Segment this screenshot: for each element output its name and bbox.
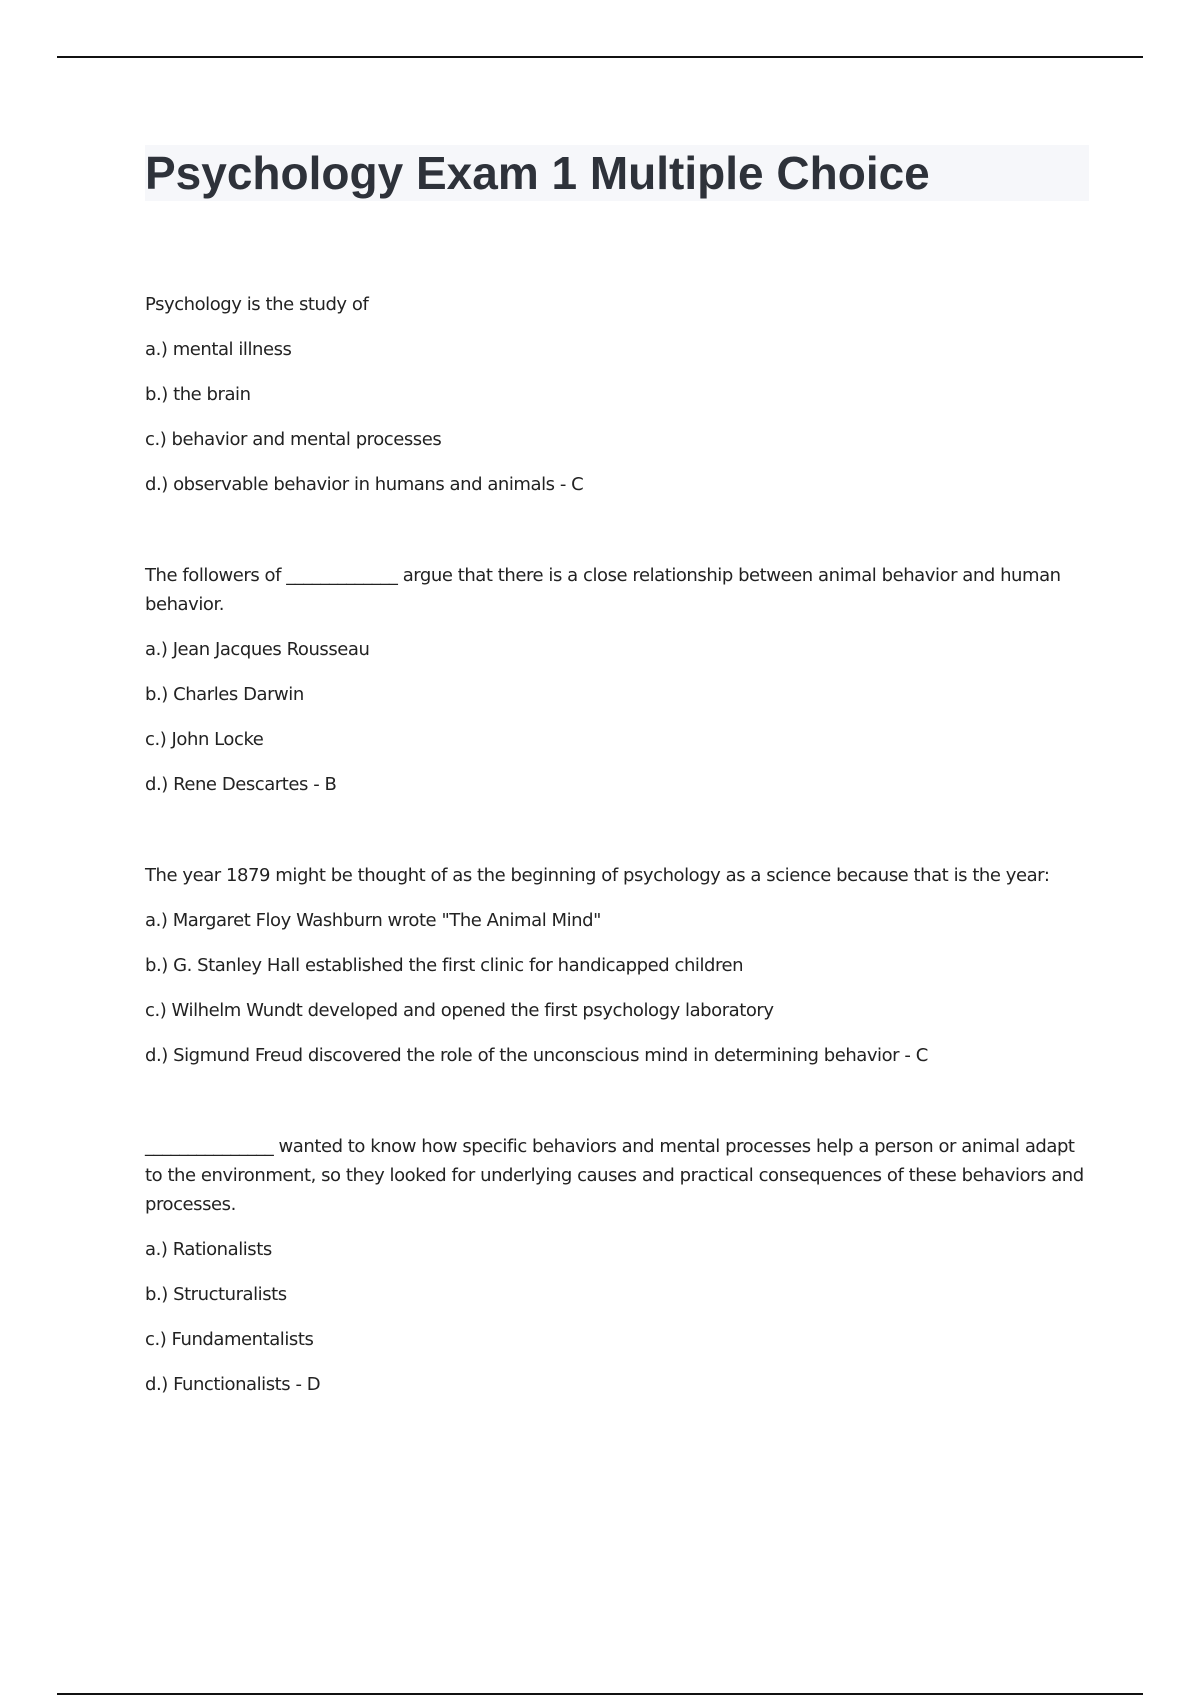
question-3	[145, 861, 1085, 1070]
option-a: a.) Rationalists	[145, 1239, 272, 1260]
question-list	[145, 290, 1085, 1461]
question-text: Psychology is the study of	[145, 294, 369, 315]
bottom-divider	[57, 1693, 1143, 1695]
option-d-with-answer: d.) observable behavior in humans and animals - C	[145, 474, 584, 495]
option-b: b.) Charles Darwin	[145, 684, 304, 705]
option-a: a.) Margaret Floy Washburn wrote "The Animal Mind"	[145, 910, 601, 931]
option-b: b.) G. Stanley Hall established the first clinic for handicapped children	[145, 955, 744, 976]
question-text: The year 1879 might be thought of as the beginning of psychology as a science because that is the year:	[145, 865, 1050, 886]
option-b: b.) the brain	[145, 384, 251, 405]
question-4	[145, 1132, 1085, 1399]
option-a: a.) mental illness	[145, 339, 292, 360]
question-text: _______________ wanted to know how specific behaviors and mental processes help a person or animal adapt to the environment, so they looked for underlying causes and practical consequences of these behaviors and processes.	[145, 1136, 1084, 1215]
option-d-with-answer: d.) Rene Descartes - B	[145, 774, 337, 795]
option-c: c.) behavior and mental processes	[145, 429, 442, 450]
option-c: c.) Wilhelm Wundt developed and opened the first psychology laboratory	[145, 1000, 774, 1021]
option-c: c.) Fundamentalists	[145, 1329, 314, 1350]
top-divider	[57, 56, 1143, 58]
option-d-with-answer: d.) Functionalists - D	[145, 1374, 321, 1395]
option-d-with-answer: d.) Sigmund Freud discovered the role of the unconscious mind in determining behavior - C	[145, 1045, 928, 1066]
page-title: Psychology Exam 1 Multiple Choice	[145, 147, 930, 199]
question-2	[145, 561, 1085, 799]
option-c: c.) John Locke	[145, 729, 264, 750]
option-b: b.) Structuralists	[145, 1284, 287, 1305]
question-1	[145, 290, 1085, 499]
option-a: a.) Jean Jacques Rousseau	[145, 639, 370, 660]
question-text: The followers of _____________ argue that there is a close relationship between animal behavior and human behavior.	[145, 565, 1061, 615]
